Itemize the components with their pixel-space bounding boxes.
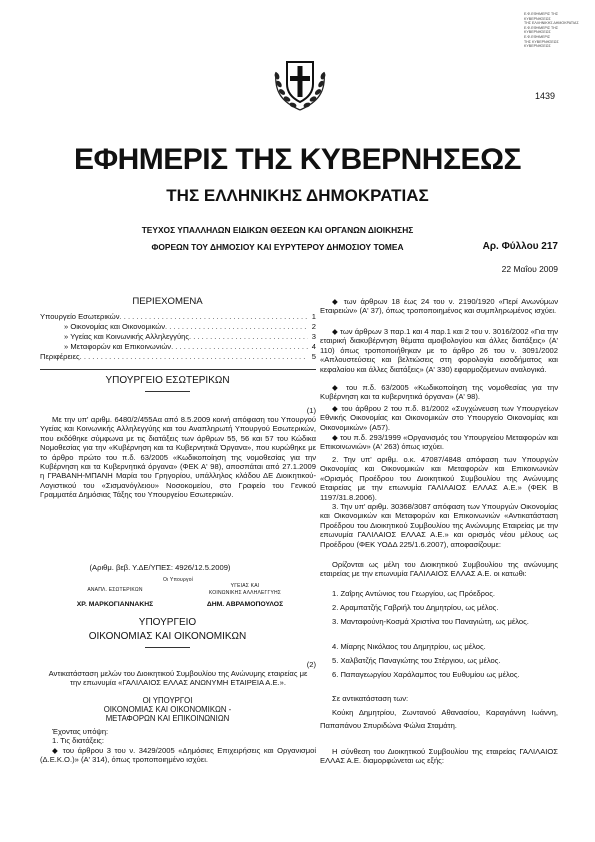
publisher-line: Ε.Φ.ΕΦΗΜΕΡΙΣ ΤΗΣ [524,25,559,30]
provision-bullet: ◆ του άρθρου 2 του π.δ. 81/2002 «Συγχώνευση των Υπουργείων Εθνικής Οικονομίας και Οικονομικών στο Υπουργείο Οικονομίας και Οικονομικών» (Α57). [320,404,558,432]
ministers-heading: ΜΕΤΑΦΟΡΩΝ ΚΑΙ ΕΠΙΚΟΙΝΩΝΙΩΝ [105,714,230,723]
publisher-info [524,12,584,49]
signatory-right-role: ΚΟΙΝΩΝΙΚΗΣ ΑΛΛΗΛΕΓΓΥΗΣ [208,590,282,596]
provision-bullet: ◆ του άρθρου 3 του ν. 3429/2005 «Δημόσιες Επιχειρήσεις και Οργανισμοί (Δ.Ε.Κ.Ο.)» (Α' 314), όπως τροποποιημένο ισχύει. [40,746,316,765]
publisher-line: Ε.Φ.ΕΦΗΜΕΡΙΣ ΤΗΣ [524,12,559,16]
recital-paragraph: 3. Την υπ' αριθμ. 30368/3087 απόφαση των Υπουργών Οικονομίας και Οικονομικών και Μεταφορών και Επικοινωνιών «Αντικατάσταση Προέδρου του Διοικητικού Συμβουλίου της Ανώνυμης Εταιρείας με την επωνυμία ΓΑΛΙΛΑΙΟΣ ΕΛΛΑΣ Α.Ε.» και ορισμός νέου μέλους ως Προέδρου (ΦΕΚ ΥΟΔΔ 225/1.6.2007), αποφασίζουμε: [320,502,558,549]
board-member-item: 6. Παπαγεωργίου Χαράλαμπος του Ευθυμίου ως μέλος. [332,670,520,679]
issue-series-line2: ΦΟΡΕΩΝ ΤΟΥ ΔΗΜΟΣΙΟΥ ΚΑΙ ΕΥΡΥΤΕΡΟΥ ΔΗΜΟΣΙΟΥ ΤΟΜΕΑ [151,242,404,252]
publisher-line: ΤΗΣ ΕΛΛΗΝΙΚΗΣ ΔΗΜΟΚΡΑΤΙΑΣ [524,21,579,26]
decision-number-2: (2) [306,660,316,669]
toc-row[interactable]: » Υγείας και Κοινωνικής Αλληλεγγύης . . . 3 [40,332,316,342]
provision-bullet: ◆ του π.δ. 293/1999 «Οργανισμός του Υπουργείου Μεταφορών και Επικοινωνιών» (Α' 263) όπως ισχύει. [320,433,558,452]
replacement-label: Σε αντικατάσταση των: [332,694,409,703]
newspaper-subtitle: ΤΗΣ ΕΛΛΗΝΙΚΗΣ ΔΗΜΟΚΡΑΤΙΑΣ [166,186,429,205]
toc-heading: ΠΕΡΙΕΧΟΜΕΝΑ [132,296,203,307]
publisher-line: ΚΥΒΕΡΝΗΣΕΩΣ [524,30,551,35]
page-number: 1439 [535,91,556,101]
replaced-members: Κούκη Δημητρίου, Ζωντανού Αθανασίου, Καραγιάννη Ιωάννη, Παπαπάνου Σπυριδώνα Φώλια Σταμάτη. [320,708,558,730]
issue-series-line1: ΤΕΥΧΟΣ ΥΠΑΛΛΗΛΩΝ ΕΙΔΙΚΩΝ ΘΕΣΕΩΝ ΚΑΙ ΟΡΓΑΝΩΝ ΔΙΟΙΚΗΣΗΣ [141,225,414,235]
decision-1-ref: (Αριθμ. βεβ. Υ.ΔΕ/ΥΠΕΣ: 4926/12.5.2009) [89,563,231,572]
toc-row[interactable]: » Οικονομίας και Οικονομικών . . . 2 [40,322,316,332]
publisher-line: ΚΥΒΕΡΝΗΣΕΩΣ [524,44,551,49]
toc-row[interactable]: Περιφέρειες . . . 5 [40,352,316,362]
ministry-interior-heading: ΥΠΟΥΡΓΕΙΟ ΕΣΩΤΕΡΙΚΩΝ [105,375,230,386]
issue-date: 22 Μαΐου 2009 [501,264,558,274]
ministry-finance-heading: ΥΠΟΥΡΓΕΙΟ [138,617,197,628]
section-rule [145,647,190,648]
decision-number-1: (1) [306,406,316,415]
board-member-item: 4. Μίαρης Νικόλαος του Δημητρίου, ως μέλος. [332,642,486,651]
ministers-heading: ΟΙ ΥΠΟΥΡΓΟΙ [142,696,193,705]
board-member-item: 5. Χαλβατζής Παναγιώτης του Στέργιου, ως μέλος. [332,656,501,665]
ministers-heading: ΟΙΚΟΝΟΜΙΑΣ ΚΑΙ ΟΙΚΟΝΟΜΙΚΩΝ - [103,705,232,714]
provisions-item-1: 1. Τις διατάξεις: [52,736,104,745]
publisher-line: ΤΗΣ ΚΥΒΕΡΝΗΣΕΩΣ [524,39,559,44]
provision-bullet: ◆ των άρθρων 18 έως 24 του ν. 2190/1920 «Περί Ανωνύμων Εταιρειών» (Α' 37), όπως τροποποιημένος και συμπληρωμένος ισχύει. [320,297,558,316]
final-paragraph: Η σύνθεση του Διοικητικού Συμβουλίου της εταιρείας ΓΑΛΙΛΑΙΟΣ ΕΛΛΑΣ Α.Ε. διαμορφώνεται ως εξής: [320,747,558,766]
ministers-label: Οι Υπουργοί [163,577,193,583]
having-regard-label: Έχοντας υπόψη: [52,727,109,736]
signatory-left-name: ΧΡ. ΜΑΡΚΟΓΙΑΝΝΑΚΗΣ [76,601,154,608]
recital-paragraph: 2. Την υπ' αριθμ. ο.κ. 47087/4848 απόφαση των Υπουργών Οικονομίας και Οικονομικών και Μεταφορών και Επικοινωνιών «Ορισμός Προέδρου του Διοικητικού Συμβουλίου της Ανώνυμης Εταιρείας με την επωνυμία ΓΑΛΙΛΑΙΟΣ ΕΛΛΑΣ Α.Ε.» (ΦΕΚ Β 1197/31.8.2006). [320,455,558,502]
provision-bullet: ◆ των άρθρων 3 παρ.1 και 4 παρ.1 και 2 του ν. 3016/2002 «Για την εταιρική διακυβέρνηση θέματα αμοιβολογίου και άλλες διατάξεις» (Α' 110) όπως τροποποιήθηκαν με το άρθρο 26 του ν. 3091/2002 «Απλουστεύσεις και βελτιώσεις στη φορολογία εισοδήματος και κεφαλαίου και άλλες διατάξεις» (Α' 330) εφαρμοζόμενων αναλογικά. [320,327,558,374]
board-member-item: 1. Ζαΐρης Αντώνιος του Γεωργίου, ως Πρόεδρος. [332,589,495,598]
decision-1-text: Με την υπ' αριθμ. 6480/2/455Αα από 8.5.2009 κοινή απόφαση του Υπουργού Υγείας και Κοινωνικής Αλληλεγγύης και του Αναπληρωτή Υπουργού Εσωτερικών, που εκδόθηκε σύμφωνα με τις διατάξεις των άρθρων 55, 56 και 57 του Κώδικα Νομοθεσίας για την «Κυβέρνηση και τα Κυβερνητικά Όργανα», που κυρώθηκε με το άρθρο πρώτο του π.δ. 63/2005 «Κωδικοποίηση της νομοθεσίας για την Κυβέρνηση και τα Κυβερνητικά όργανα» (ΦΕΚ Α' 98), αποσπάται από 27.1.2009 η ΓΡΑΒΑΝΗ-ΜΠΑΝΗ Μαρία του Γρηγορίου, υπάλληλος κλάδου ΔΕ Διοικητικού-Λογιστικού του «Σισμανόγλειου» Νοσοκομείου, στο Γραφείο του Γενικού Γραμματέα Δημόσιας Τάξης του Υπουργείου Εσωτερικών. [40,415,316,500]
signatory-right-name: ΔΗΜ. ΑΒΡΑΜΟΠΟΥΛΟΣ [206,601,284,608]
signatory-right-role: ΥΓΕΙΑΣ ΚΑΙ [230,583,260,589]
decision-2-title: Αντικατάσταση μελών του Διοικητικού Συμβουλίου της Ανώνυμης εταιρείας με την επωνυμία «ΓΑΛΙΛΑΙΟΣ ΕΛΛΑΣ ΑΝΩΝΥΜΗ ΕΤΑΙΡΕΙΑ Α.Ε.». [48,669,308,688]
decision-paragraph: Ορίζονται ως μέλη του Διοικητικού Συμβουλίου της ανώνυμης εταιρείας με την επωνυμία ΓΑΛΙΛΑΙΟΣ ΕΛΛΑΣ Α.Ε. οι κατωθι: [320,560,558,579]
provision-bullet: ◆ του π.δ. 63/2005 «Κωδικοποίηση της νομοθεσίας για την Κυβέρνηση και τα κυβερνητικά όργανα» (Α' 98). [320,383,558,402]
ministry-finance-heading: ΟΙΚΟΝΟΜΙΑΣ ΚΑΙ ΟΙΚΟΝΟΜΙΚΩΝ [88,631,247,642]
coat-of-arms-emblem [270,52,330,114]
newspaper-title: ΕΦΗΜΕΡΙΣ ΤΗΣ ΚΥΒΕΡΝΗΣΕΩΣ [73,143,522,176]
toc-divider [40,369,316,370]
toc-row[interactable]: » Μεταφορών και Επικοινωνιών . . . 4 [40,342,316,352]
board-member-item: 3. Μανταφούνη-Κοσμά Χριστίνα του Παναγιώτη, ως μέλος. [332,617,529,626]
issue-number: Αρ. Φύλλου 217 [482,241,558,252]
toc-row[interactable]: Υπουργείο Εσωτερικών . . . 1 [40,312,316,322]
publisher-line: Ε.Φ.ΕΦΗΜΕΡΙΣ [524,34,551,39]
publisher-line: ΚΥΒΕΡΝΗΣΕΩΣ [524,16,551,21]
toc [40,312,316,362]
signatory-left-role: ΑΝΑΠΛ. ΕΣΩΤΕΡΙΚΩΝ [87,587,143,593]
section-rule [145,391,190,392]
board-member-item: 2. Αραμπατζής Γαβριήλ του Δημητρίου, ως μέλος. [332,603,499,612]
